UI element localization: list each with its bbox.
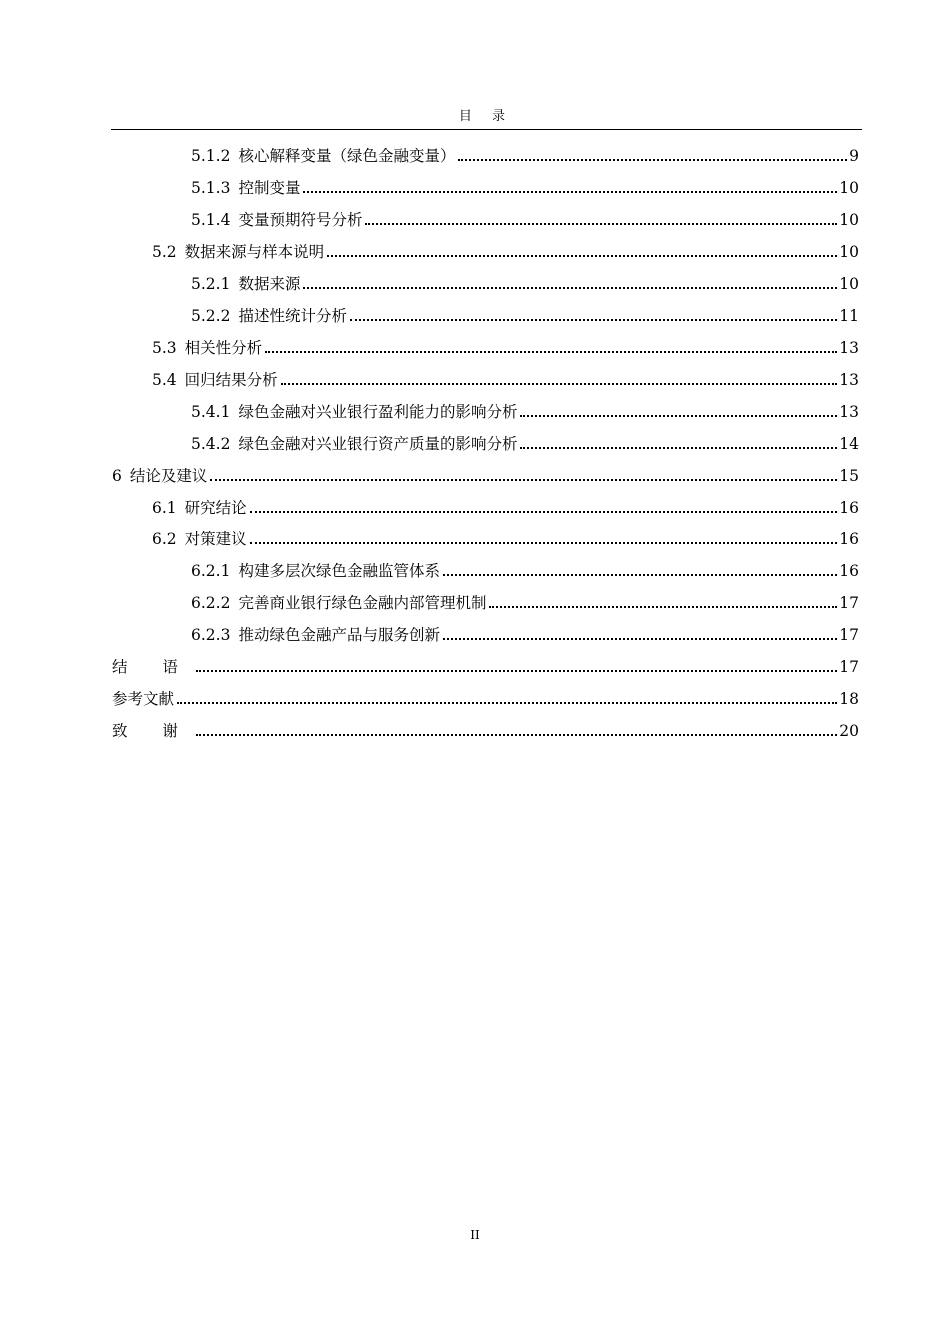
toc-entry-title: 数据来源 [238, 275, 301, 293]
toc-entry[interactable] [152, 334, 859, 358]
toc-entry-page: 13 [839, 339, 859, 357]
toc-dot-leader [250, 511, 838, 513]
toc-entry[interactable] [112, 653, 859, 677]
toc-entry-title: 参考文献 [112, 690, 175, 708]
toc-entry-page: 17 [839, 594, 859, 612]
running-header: 目 录 [458, 109, 514, 124]
toc-entry-page: 15 [839, 467, 859, 485]
toc-entry-title: 相关性分析 [184, 339, 263, 357]
toc-entry-title: 致 谢 [112, 722, 193, 740]
toc-dot-leader [350, 319, 837, 321]
toc-entry-number: 5.1.4 [191, 211, 231, 229]
header-rule [111, 129, 862, 130]
toc-entry[interactable] [191, 589, 859, 613]
toc-entry-page: 16 [839, 530, 859, 548]
toc-entry-title: 核心解释变量（绿色金融变量） [238, 147, 456, 165]
toc-entry-number: 6.2.3 [191, 626, 231, 644]
toc-entry-page: 18 [839, 690, 859, 708]
toc-dot-leader [303, 287, 837, 289]
toc-dot-leader [196, 734, 837, 736]
toc-entry-page: 9 [849, 147, 859, 165]
toc-entry-number: 5.4.2 [191, 435, 231, 453]
toc-entry-page: 10 [839, 275, 859, 293]
toc-entry-number: 6.2.1 [191, 562, 231, 580]
toc-entry[interactable] [191, 430, 859, 454]
toc-entry-title: 构建多层次绿色金融监管体系 [238, 562, 440, 580]
toc-entry-title: 结 语 [112, 658, 193, 676]
toc-entry[interactable] [152, 238, 859, 262]
toc-dot-leader [520, 415, 837, 417]
toc-dot-leader [177, 702, 837, 704]
toc-entry-title: 绿色金融对兴业银行资产质量的影响分析 [238, 435, 518, 453]
toc-entry-number: 5.2 [152, 243, 177, 261]
toc-dot-leader [520, 447, 837, 449]
toc-entry-number: 6.1 [152, 499, 177, 517]
toc-entry[interactable] [191, 206, 859, 230]
page-number: II [470, 1228, 480, 1242]
toc-entry[interactable] [112, 685, 859, 709]
toc-entry-title: 完善商业银行绿色金融内部管理机制 [238, 594, 487, 612]
toc-dot-leader [458, 159, 847, 161]
toc-entry[interactable] [191, 142, 859, 166]
toc-entry-page: 17 [839, 626, 859, 644]
toc-entry[interactable] [112, 462, 859, 486]
toc-entry[interactable] [191, 270, 859, 294]
toc-entry-number: 6.2 [152, 530, 177, 548]
toc-dot-leader [265, 351, 837, 353]
toc-entry[interactable] [191, 621, 859, 645]
toc-dot-leader [443, 574, 837, 576]
toc-entry-page: 16 [839, 562, 859, 580]
toc-entry-page: 14 [839, 435, 859, 453]
toc-entry-title: 绿色金融对兴业银行盈利能力的影响分析 [238, 403, 518, 421]
toc-entry-page: 13 [839, 371, 859, 389]
toc-entry-number: 5.2.1 [191, 275, 231, 293]
toc-entry-title: 对策建议 [184, 530, 247, 548]
toc-entry-number: 5.4 [152, 371, 177, 389]
toc-entry[interactable] [112, 717, 859, 741]
toc-entry-title: 描述性统计分析 [238, 307, 347, 325]
toc-dot-leader [303, 191, 837, 193]
toc-entry-number: 5.1.2 [191, 147, 231, 165]
toc-entry-title: 推动绿色金融产品与服务创新 [238, 626, 440, 644]
toc-entry[interactable] [152, 366, 859, 390]
toc-entry-title: 变量预期符号分析 [238, 211, 363, 229]
toc-entry[interactable] [191, 398, 859, 422]
toc-entry[interactable] [191, 557, 859, 581]
toc-dot-leader [281, 383, 838, 385]
toc-dot-leader [489, 606, 837, 608]
toc-dot-leader [250, 542, 838, 544]
toc-dot-leader [327, 255, 837, 257]
toc-entry-title: 研究结论 [184, 499, 247, 517]
toc-entry[interactable] [152, 494, 859, 518]
toc-entry-page: 16 [839, 499, 859, 517]
toc-dot-leader [365, 223, 837, 225]
toc-entry-number: 6 [112, 467, 122, 485]
toc-dot-leader [210, 479, 837, 481]
toc-entry-title: 控制变量 [238, 179, 301, 197]
toc-entry-page: 11 [839, 307, 859, 325]
toc-entry-page: 20 [839, 722, 859, 740]
toc-entry[interactable] [191, 302, 859, 326]
toc-entry-number: 5.2.2 [191, 307, 231, 325]
toc-entry-title: 回归结果分析 [184, 371, 278, 389]
toc-entry[interactable] [191, 174, 859, 198]
toc-dot-leader [196, 670, 837, 672]
toc-entry-number: 5.1.3 [191, 179, 231, 197]
toc-entry-title: 数据来源与样本说明 [184, 243, 325, 261]
toc-entry[interactable] [152, 525, 859, 549]
toc-entry-page: 10 [839, 179, 859, 197]
toc-entry-page: 13 [839, 403, 859, 421]
toc-entry-number: 5.3 [152, 339, 177, 357]
toc-entry-page: 17 [839, 658, 859, 676]
toc-entry-title: 结论及建议 [129, 467, 208, 485]
toc-entry-number: 6.2.2 [191, 594, 231, 612]
toc-dot-leader [443, 638, 837, 640]
toc-entry-number: 5.4.1 [191, 403, 231, 421]
toc-entry-page: 10 [839, 243, 859, 261]
toc-entry-page: 10 [839, 211, 859, 229]
